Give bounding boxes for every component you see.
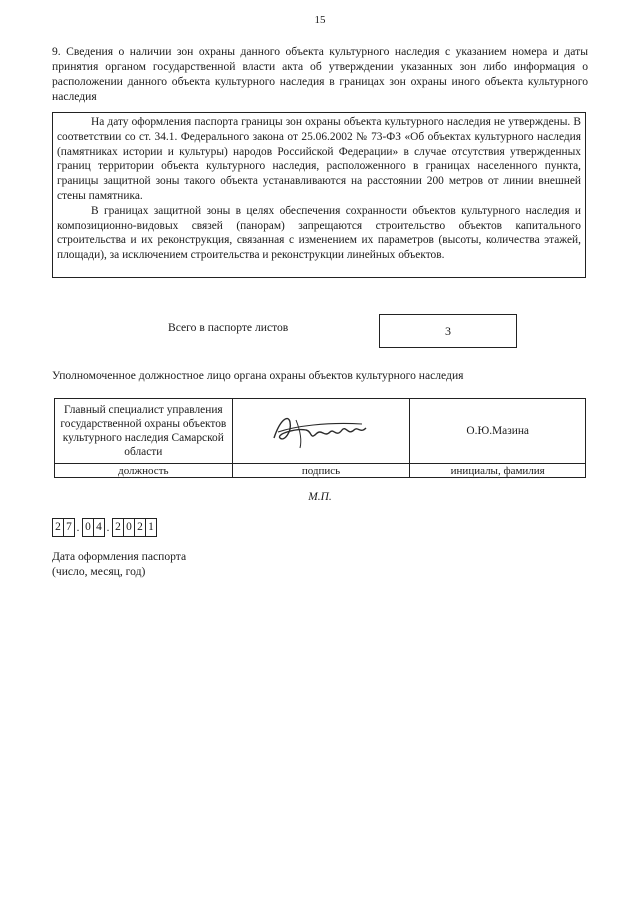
section-heading: 9. Сведения о наличии зон охраны данного объекта культурного наследия с указанием номера и даты принятия органом государственной власти акта об утверждении указанных зон либо информация о расположении данного объекта культурного наследия в границах зон охраны иного объекта культурного наследия bbox=[52, 45, 588, 103]
caption-name: инициалы, фамилия bbox=[410, 464, 586, 478]
zone-info-box bbox=[52, 112, 586, 278]
signature-cell bbox=[232, 399, 410, 464]
date-digit: 2 bbox=[134, 518, 146, 537]
stamp-label: М.П. bbox=[308, 491, 332, 503]
page-number: 15 bbox=[314, 14, 326, 26]
date-boxes bbox=[52, 518, 156, 538]
zone-info-paragraph-1: На дату оформления паспорта границы зон охраны объекта культурного наследия не утверждены. В соответствии со ст. 34.1. Федерального закона от 25.06.2002 № 73-ФЗ «Об объектах культурного наследия (памятниках истории и культуры) народов Российской Федерации» в случае отсутствия утвержденных границ территории объекта культурного наследия, расположенного в границах населенного пункта, границы защитной зоны такого объекта устанавливаются на расстоянии 200 метров от линии внешней стены памятника. bbox=[57, 116, 581, 202]
date-digit: 7 bbox=[63, 518, 75, 537]
date-caption-line1: Дата оформления паспорта bbox=[52, 550, 187, 563]
official-position: Главный специалист управления государственной охраны объектов культурного наследия Самарской области bbox=[55, 399, 233, 464]
date-digit: 4 bbox=[93, 518, 105, 537]
zone-info-paragraph-2: В границах защитной зоны в целях обеспечения сохранности объектов культурного наследия и композиционно-видовых связей (панорам) запрещаются строительство объектов капитального строительства и их реконструкция, связанная с изменением их параметров (высоты, количества этажей, площади), за исключением строительства и реконструкции линейных объектов. bbox=[57, 204, 581, 262]
date-separator: . bbox=[106, 520, 110, 534]
date-digit: 1 bbox=[145, 518, 157, 537]
sheets-count-box: 3 bbox=[379, 314, 517, 348]
date-digit: 0 bbox=[123, 518, 135, 537]
official-name: О.Ю.Мазина bbox=[410, 399, 586, 464]
official-heading: Уполномоченное должностное лицо органа охраны объектов культурного наследия bbox=[52, 369, 464, 382]
caption-position: должность bbox=[55, 464, 233, 478]
date-caption bbox=[52, 549, 186, 579]
date-digit: 2 bbox=[112, 518, 124, 537]
date-digit: 2 bbox=[52, 518, 64, 537]
caption-signature: подпись bbox=[232, 464, 410, 478]
handwritten-signature bbox=[266, 408, 376, 452]
sheets-count-label: Всего в паспорте листов bbox=[168, 321, 289, 334]
signature-table bbox=[54, 398, 586, 478]
date-caption-line2: (число, месяц, год) bbox=[52, 565, 146, 578]
date-separator: . bbox=[76, 520, 80, 534]
date-digit: 0 bbox=[82, 518, 94, 537]
